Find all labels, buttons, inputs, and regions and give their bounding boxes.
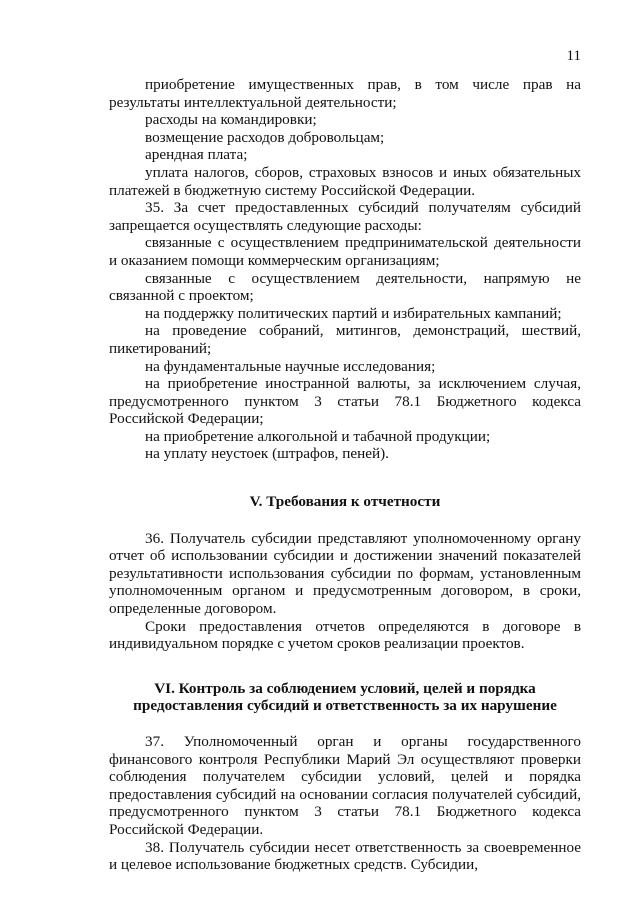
list-item-entrepreneurship: связанные с осуществлением предпринимательской деятельности и оказанием помощи коммерческим организациям;: [109, 234, 581, 269]
paragraph-reporting-deadlines: Сроки предоставления отчетов определяются в договоре в индивидуальном порядке с учетом сроков реализации проектов.: [109, 617, 581, 653]
section-5-heading: V. Требования к отчетности: [249, 493, 441, 511]
list-item-penalties: на уплату неустоек (штрафов, пеней).: [145, 445, 389, 463]
list-item-business-trips: расходы на командировки;: [145, 111, 317, 129]
list-item-unrelated-activity: связанные с осуществлением деятельности, напрямую не связанной с проектом;: [109, 269, 581, 305]
list-item-rent: арендная плата;: [145, 146, 248, 164]
paragraph-35: 35. За счет предоставленных субсидий получателям субсидий запрещается осуществлять следующие расходы:: [109, 199, 581, 234]
list-item-political-parties: на поддержку политических партий и избирательных кампаний;: [145, 304, 562, 322]
list-item-property-rights: приобретение имущественных прав, в том числе прав на результаты интеллектуальной деятельности;: [109, 76, 581, 111]
list-item-volunteers: возмещение расходов добровольцам;: [145, 128, 385, 146]
paragraph-36: 36. Получатель субсидии представляют уполномоченному органу отчет об использовании субсидии и достижении значений показателей результативности использования субсидии по формам, установленным уполномоченным органом и предусмотренным договором, в сроки, определенные договором.: [109, 529, 581, 618]
paragraph-37: 37. Уполномоченный орган и органы государственного финансового контроля Республики Марий Эл осуществляют проверки соблюдения получателем субсидии условий, целей и порядка предоставления субсидий на основании согласия получателей субсидий, предусмотренного пунктом 3 статьи 78.1 Бюджетного кодекса Российской Федерации.: [109, 733, 581, 838]
paragraph-38: 38. Получатель субсидии несет ответственность за своевременное и целевое использование бюджетных средств. Субсидии,: [109, 838, 581, 874]
section-6-heading-line-2: предоставления субсидий и ответственность за их нарушение: [133, 697, 557, 715]
list-item-alcohol-tobacco: на приобретение алкогольной и табачной продукции;: [145, 427, 491, 445]
list-item-foreign-currency: на приобретение иностранной валюты, за исключением случая, предусмотренного пунктом 3 статьи 78.1 Бюджетного кодекса Российской Федерации;: [109, 375, 581, 428]
list-item-fundamental-research: на фундаментальные научные исследования;: [145, 357, 436, 375]
list-item-meetings: на проведение собраний, митингов, демонстраций, шествий, пикетирований;: [109, 322, 581, 357]
section-6-heading-line-1: VI. Контроль за соблюдением условий, целей и порядка: [154, 679, 536, 697]
document-body: [109, 76, 581, 874]
page-number: 11: [566, 48, 581, 64]
list-item-taxes: уплата налогов, сборов, страховых взносов и иных обязательных платежей в бюджетную систему Российской Федерации.: [109, 163, 581, 199]
